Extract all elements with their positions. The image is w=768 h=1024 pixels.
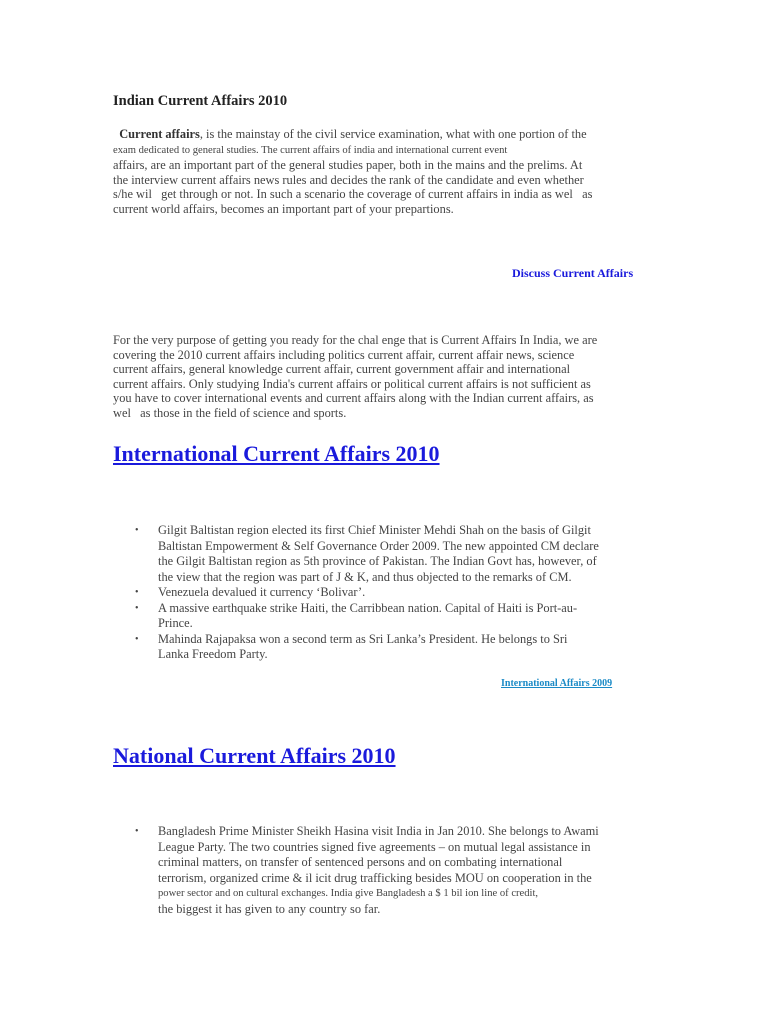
intro-line: affairs, are an important part of the general studies paper, both in the mains and the prelims. At <box>113 158 583 172</box>
intro-lead-rest: , is the mainstay of the civil service examination, what with one portion of the <box>199 127 587 141</box>
list-item: • Mahinda Rajapaksa won a second term as Sri Lanka’s President. He belongs to Sri Lanka Freedom Party. <box>135 631 568 661</box>
intro-paragraph <box>113 127 613 216</box>
intro-line: the interview current affairs news rules and decides the rank of the candidate and even whether <box>113 172 584 187</box>
intro-line: current world affairs, becomes an important part of your prepartions. <box>113 201 454 216</box>
purpose-line: you have to cover international events and current affairs along with the Indian current affairs, as <box>113 391 594 405</box>
international-heading-link[interactable]: International Current Affairs 2010 <box>113 441 440 466</box>
national-news-list <box>135 824 615 917</box>
purpose-paragraph <box>113 333 613 420</box>
list-item: • Bangladesh Prime Minister Sheikh Hasina visit India in Jan 2010. She belongs to Awami League Party. The two countries signed five agreements – on mutual legal assistance in criminal matters, on transfer of sentenced persons and on combating international terrorism, organized crime & il icit drug trafficking besides MOU on cooperation in the power sector and on cultural exchanges. India give Bangladesh a $ 1 bil ion line of credit, the biggest it has given to any country so far. <box>135 824 599 916</box>
list-item: • Gilgit Baltistan region elected its first Chief Minister Mehdi Shah on the basis of Gilgit Baltistan Empowerment & Self Governance Order 2009. The new appointed CM declare the Gilgit Baltistan region as 5th province of Pakistan. The Indian Govt has, however, of the view that the region was part of J & K, and thus objected to the remarks of CM. <box>135 523 599 584</box>
intro-lead-bold: Current affairs <box>119 127 200 141</box>
purpose-line: For the very purpose of getting you ready for the chal enge that is Current Affairs In India, we are <box>113 333 598 347</box>
purpose-line: covering the 2010 current affairs including politics current affair, current affair news, science <box>113 347 575 362</box>
international-news-list <box>135 523 615 663</box>
bullet-icon: • <box>135 633 139 645</box>
document-title: Indian Current Affairs 2010 <box>113 93 288 109</box>
purpose-line: wel as those in the field of science and sports. <box>113 405 347 420</box>
purpose-line: current affairs, general knowledge current affair, current government affair and international <box>113 362 571 376</box>
bullet-icon: • <box>135 525 139 536</box>
bullet-icon: • <box>135 587 139 598</box>
list-item: • Venezuela devalued it currency ‘Bolivar’. <box>135 585 366 599</box>
national-heading-link[interactable]: National Current Affairs 2010 <box>113 743 396 768</box>
bullet-icon: • <box>135 826 139 837</box>
list-item: • A massive earthquake strike Haiti, the Carribbean nation. Capital of Haiti is Port-au- Prince. <box>135 600 578 630</box>
discuss-current-affairs-link[interactable]: Discuss Current Affairs <box>512 266 634 280</box>
intro-line-small: exam dedicated to general studies. The current affairs of india and international current event <box>113 144 508 156</box>
bullet-icon: • <box>135 602 139 614</box>
purpose-line: current affairs. Only studying India's current affairs or political current affairs is not sufficient as <box>113 376 591 391</box>
intro-line: s/he wil get through or not. In such a scenario the coverage of current affairs in india as wel as <box>113 187 593 201</box>
international-affairs-2009-link[interactable]: International Affairs 2009 <box>501 678 613 689</box>
